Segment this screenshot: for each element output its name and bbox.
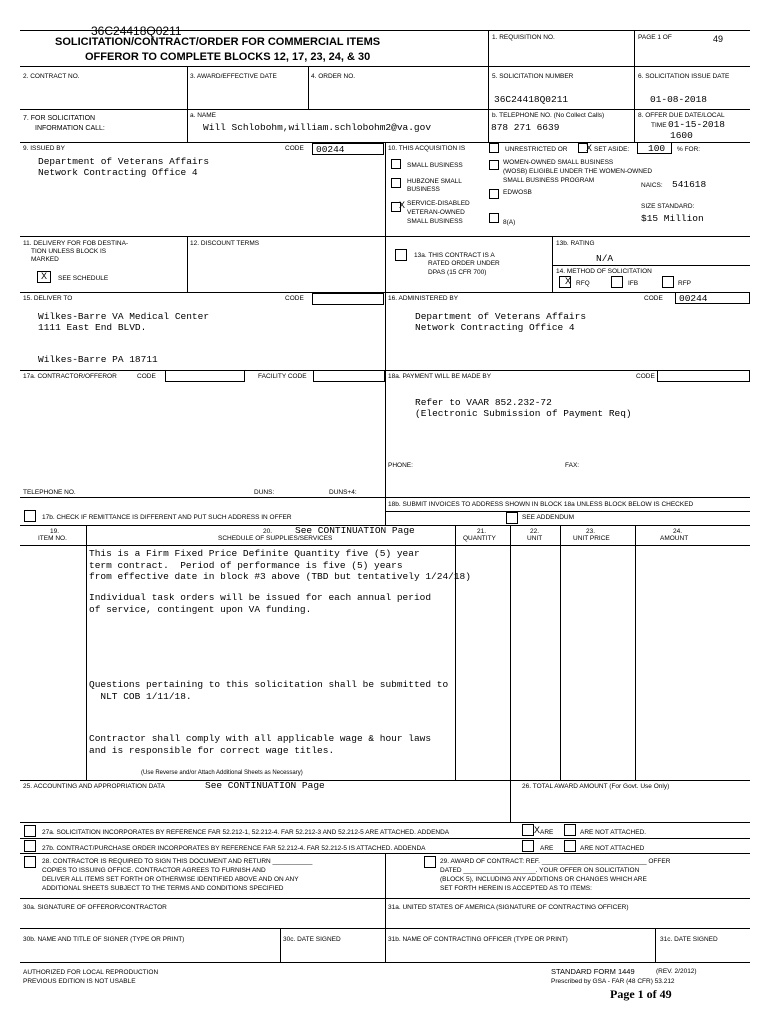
payment-code-box <box>657 370 750 382</box>
sdvosb-mark: X <box>399 200 406 210</box>
offer-due-date: 01-15-2018 <box>668 119 726 130</box>
schedule-paragraph-4: Contractor shall comply with all applicable wage & hour laws and is responsible for correct wage titles. <box>89 733 432 756</box>
contractor-code-box <box>165 370 245 382</box>
col-unit: 22. <box>530 528 540 535</box>
27b-are-not-checkbox[interactable] <box>564 840 576 852</box>
rated-order-label-2: RATED ORDER UNDER <box>428 260 500 267</box>
administered-code: 00244 <box>679 293 708 304</box>
hubzone-label-2: BUSINESS <box>407 186 440 193</box>
wosb-checkbox[interactable] <box>489 160 499 170</box>
discount-terms-label: 12. DISCOUNT TERMS <box>190 240 260 247</box>
col-amount: 24. <box>673 528 683 535</box>
page-label: PAGE 1 OF <box>638 34 672 41</box>
sdvosb-label-3: SMALL BUSINESS <box>407 218 463 225</box>
27b-are-not-label: ARE NOT ATTACHED <box>580 845 645 852</box>
telephone-label: b. TELEPHONE NO. (No Collect Calls) <box>492 112 605 119</box>
issue-date-value: 01-08-2018 <box>650 94 708 105</box>
standard-form-label: STANDARD FORM 1449 <box>551 967 635 976</box>
solicitation-no-value: 36C24418Q0211 <box>494 94 569 105</box>
remittance-checkbox[interactable] <box>24 510 36 522</box>
signer-date-label: 30c. DATE SIGNED <box>283 936 341 943</box>
contract-no-label: 2. CONTRACT NO. <box>23 73 80 80</box>
revision-label: (REV. 2/2012) <box>656 968 697 975</box>
col-unit-label: UNIT <box>527 535 543 542</box>
percent-for-label: % FOR: <box>677 146 701 153</box>
27b-are-checkbox[interactable] <box>522 840 534 852</box>
sdvosb-label: SERVICE-DISABLED <box>407 200 470 207</box>
rated-order-label: 13a. THIS CONTRACT IS A <box>414 252 495 259</box>
small-business-label: SMALL BUSINESS <box>407 162 463 169</box>
deliver-to-label: 15. DELIVER TO <box>23 295 73 302</box>
ifb-label: IFB <box>628 280 639 287</box>
total-award-label: 26. TOTAL AWARD AMOUNT (For Govt. Use Only) <box>522 783 670 790</box>
clause-28-line4: ADDITIONAL SHEETS SUBJECT TO THE TERMS AND CONDITIONS SPECIFIED <box>42 885 284 892</box>
rfq-label: RFQ <box>576 280 590 287</box>
27a-are-mark: X <box>534 825 541 835</box>
col-unit-price-label: UNIT PRICE <box>573 535 610 542</box>
method-label: 14. METHOD OF SOLICITATION <box>556 268 652 275</box>
wosb-label-3: SMALL BUSINESS PROGRAM <box>503 177 595 184</box>
addendum-checkbox[interactable] <box>506 512 518 524</box>
naics-value: 541618 <box>672 179 707 190</box>
size-standard-label: SIZE STANDARD: <box>641 203 695 210</box>
set-aside-mark: X <box>586 143 593 153</box>
contracting-officer-label: 31b. NAME OF CONTRACTING OFFICER (TYPE OR PRINT) <box>388 936 568 943</box>
payment-fax-label: FAX: <box>565 462 580 469</box>
accounting-value: See CONTINUATION Page <box>205 780 325 791</box>
8a-checkbox[interactable] <box>489 213 499 223</box>
rating-value: N/A <box>596 253 614 264</box>
clause-27a-checkbox[interactable] <box>24 825 36 837</box>
clause-27a: 27a. SOLICITATION INCORPORATES BY REFERENCE FAR 52.212-1, 52.212-4. FAR 52.212-3 AND 52.212-5 ARE ATTACHED. ADDENDA <box>42 829 450 836</box>
naics-label: NAICS: <box>641 182 663 189</box>
rfp-checkbox[interactable] <box>662 276 674 288</box>
previous-edition: PREVIOUS EDITION IS NOT USABLE <box>23 978 136 985</box>
info-call-label: 7. FOR SOLICITATION <box>23 115 96 122</box>
col-schedule: 20. <box>263 528 273 535</box>
schedule-paragraph-2: Individual task orders will be issued for each annual period of service, contingent upon VA funding. <box>89 592 432 615</box>
rating-label: 13b. RATING <box>556 240 595 247</box>
percent-value: 100 <box>648 143 666 154</box>
administered-code-label: CODE <box>644 295 663 302</box>
deliver-to-code-label: CODE <box>285 295 304 302</box>
administered-line2: Network Contracting Office 4 <box>415 322 575 333</box>
col-amount-label: AMOUNT <box>660 535 689 542</box>
rated-order-label-3: DPAS (15 CFR 700) <box>428 269 487 276</box>
deliver-to-line2: 1111 East End BLVD. <box>38 322 147 333</box>
duns-label: DUNS: <box>254 489 275 496</box>
clause-27b-checkbox[interactable] <box>24 840 36 852</box>
col-item-no: 19. <box>50 528 60 535</box>
clause-28-line3: DELIVER ALL ITEMS SET FORTH OR OTHERWISE IDENTIFIED ABOVE AND ON ANY <box>42 876 299 883</box>
clause-29-line2: DATED ____________________. YOUR OFFER ON SOLICITATION <box>440 867 640 874</box>
solicitation-number-overlay: 36C24418Q0211 <box>91 24 182 38</box>
clause-28-checkbox[interactable] <box>24 856 36 868</box>
set-aside-label: SET ASIDE: <box>594 146 630 153</box>
sdvosb-label-2: VETERAN-OWNED <box>407 209 465 216</box>
acquisition-label: 10. THIS ACQUISITION IS <box>388 145 466 152</box>
27a-are-checkbox[interactable] <box>522 824 534 836</box>
col-quantity-label: QUANTITY <box>463 535 496 542</box>
form-subtitle: OFFEROR TO COMPLETE BLOCKS 12, 17, 23, 24, & 30 <box>85 51 371 63</box>
requisition-no-label: 1. REQUISITION NO. <box>492 34 555 41</box>
schedule-paragraph-3: Questions pertaining to this solicitation shall be submitted to NLT COB 1/11/18. <box>89 679 449 702</box>
edwosb-checkbox[interactable] <box>489 189 499 199</box>
accounting-label: 25. ACCOUNTING AND APPROPRIATION DATA <box>23 783 165 790</box>
issued-by-code-label: CODE <box>285 145 304 152</box>
rated-order-checkbox[interactable] <box>395 249 407 261</box>
name-label: a. NAME <box>190 112 217 119</box>
27a-are-not-checkbox[interactable] <box>564 824 576 836</box>
deliver-to-code-box <box>312 293 384 305</box>
time-label: TIME <box>651 122 667 129</box>
delivery-label-2: TION UNLESS BLOCK IS <box>31 248 107 255</box>
see-schedule-mark: X <box>41 271 48 281</box>
issued-by-code: 00244 <box>316 144 345 155</box>
signature-offeror-label: 30a. SIGNATURE OF OFFEROR/CONTRACTOR <box>23 904 167 911</box>
27b-are-label: ARE <box>540 845 554 852</box>
issued-by-line2: Network Contracting Office 4 <box>38 167 198 178</box>
payment-phone-label: PHONE: <box>388 462 413 469</box>
col-schedule-label: SCHEDULE OF SUPPLIES/SERVICES <box>218 535 333 542</box>
remittance-label: 17b. CHECK IF REMITTANCE IS DIFFERENT AND PUT SUCH ADDRESS IN OFFER <box>42 514 292 521</box>
form-title: SOLICITATION/CONTRACT/ORDER FOR COMMERCIAL ITEMS <box>55 36 381 48</box>
27a-are-label: ARE <box>540 829 554 836</box>
contractor-label: 17a. CONTRACTOR/OFFEROR <box>23 373 117 380</box>
facility-code-box <box>313 370 385 382</box>
solicitation-no-label: 5. SOLICITATION NUMBER <box>492 73 574 80</box>
delivery-label-3: MARKED <box>31 256 59 263</box>
telephone-no-label: TELEPHONE NO. <box>23 489 76 496</box>
clause-28-line1: 28. CONTRACTOR IS REQUIRED TO SIGN THIS DOCUMENT AND RETURN ___________ <box>42 858 313 865</box>
unrestricted-checkbox[interactable] <box>489 143 499 153</box>
signer-name-label: 30b. NAME AND TITLE OF SIGNER (TYPE OR PRINT) <box>23 936 185 943</box>
contractor-code-label: CODE <box>137 373 156 380</box>
facility-code-label: FACILITY CODE <box>258 373 307 380</box>
offer-due-time: 1600 <box>670 130 693 141</box>
issued-by-label: 9. ISSUED BY <box>23 145 65 152</box>
col-unit-price: 23. <box>586 528 596 535</box>
clause-29-checkbox[interactable] <box>424 856 436 868</box>
addendum-label: SEE ADDENDUM <box>522 514 575 521</box>
signature-usa-label: 31a. UNITED STATES OF AMERICA (SIGNATURE OF CONTRACTING OFFICER) <box>388 904 629 911</box>
issue-date-label: 6. SOLICITATION ISSUE DATE <box>638 73 730 80</box>
award-date-label: 3. AWARD/EFFECTIVE DATE <box>190 73 277 80</box>
info-call-label-2: INFORMATION CALL: <box>35 125 105 132</box>
duns4-label: DUNS+4: <box>329 489 357 496</box>
telephone-value: 878 271 6639 <box>491 122 560 133</box>
offer-due-label: 8. OFFER DUE DATE/LOCAL <box>638 112 725 119</box>
schedule-paragraph-1: This is a Firm Fixed Price Definite Quantity five (5) year term contract. Period of performance is five (5) years from effective date in block #3 above (TBD but tentatively 1/24/18) <box>89 548 471 582</box>
contracting-officer-date-label: 31c. DATE SIGNED <box>660 936 718 943</box>
clause-29-line3: (BLOCK 5), INCLUDING ANY ADDITIONS OR CHANGES WHICH ARE <box>440 876 647 883</box>
unrestricted-label: UNRESTRICTED OR <box>505 146 568 153</box>
page-number: Page 1 of 49 <box>610 987 672 1001</box>
col-item-no-label: ITEM NO. <box>38 535 67 542</box>
authorized-reproduction: AUTHORIZED FOR LOCAL REPRODUCTION <box>23 969 159 976</box>
payment-label: 18a. PAYMENT WILL BE MADE BY <box>388 373 492 380</box>
payment-line1: Refer to VAAR 852.232-72 <box>415 397 552 408</box>
payment-code-label: CODE <box>636 373 655 380</box>
page-total: 49 <box>713 34 724 44</box>
deliver-to-line1: Wilkes-Barre VA Medical Center <box>38 311 210 322</box>
deliver-to-line3: Wilkes-Barre PA 18711 <box>38 354 158 365</box>
small-business-checkbox[interactable] <box>391 159 401 169</box>
clause-29-line1: 29. AWARD OF CONTRACT: REF. _____________________________ OFFER <box>440 858 671 865</box>
wosb-label: WOMEN-OWNED SMALL BUSINESS <box>503 159 614 166</box>
reverse-note: (Use Reverse and/or Attach Additional Sheets as Necessary) <box>141 770 303 776</box>
contact-name: Will Schlobohm,william.schlobohm2@va.gov <box>203 122 432 133</box>
order-no-label: 4. ORDER NO. <box>311 73 356 80</box>
8a-label: 8(A) <box>503 219 516 226</box>
clause-27b: 27b. CONTRACT/PURCHASE ORDER INCORPORATES BY REFERENCE FAR 52.212-4. FAR 52.212-5 IS ATTACHED. ADDENDA <box>42 845 426 852</box>
see-schedule-label: SEE SCHEDULE <box>58 275 109 282</box>
rfp-label: RFP <box>678 280 691 287</box>
ifb-checkbox[interactable] <box>611 276 623 288</box>
administered-line1: Department of Veterans Affairs <box>415 311 587 322</box>
schedule-see-continuation: See CONTINUATION Page <box>295 525 415 536</box>
submit-invoices-label: 18b. SUBMIT INVOICES TO ADDRESS SHOWN IN BLOCK 18a UNLESS BLOCK BELOW IS CHECKED <box>388 501 694 508</box>
clause-28-line2: COPIES TO ISSUING OFFICE. CONTRACTOR AGREES TO FURNISH AND <box>42 867 266 874</box>
hubzone-checkbox[interactable] <box>391 178 401 188</box>
col-quantity: 21. <box>477 528 487 535</box>
27a-are-not-label: ARE NOT ATTACHED. <box>580 829 647 836</box>
edwosb-label: EDWOSB <box>503 189 532 196</box>
payment-line2: (Electronic Submission of Payment Req) <box>415 408 632 419</box>
hubzone-label: HUBZONE SMALL <box>407 178 462 185</box>
rfq-mark: X <box>565 276 572 286</box>
issued-by-line1: Department of Veterans Affairs <box>38 156 210 167</box>
administered-label: 16. ADMINISTERED BY <box>388 295 459 302</box>
wosb-label-2: (WOSB) ELIGIBLE UNDER THE WOMEN-OWNED <box>503 168 653 175</box>
delivery-label: 11. DELIVERY FOR FOB DESTINA- <box>23 240 129 247</box>
size-standard-value: $15 Million <box>641 213 704 224</box>
prescribed-label: Prescribed by GSA - FAR (48 CFR) 53.212 <box>551 978 675 985</box>
clause-29-line4: SET FORTH HEREIN IS ACCEPTED AS TO ITEMS: <box>440 885 592 892</box>
